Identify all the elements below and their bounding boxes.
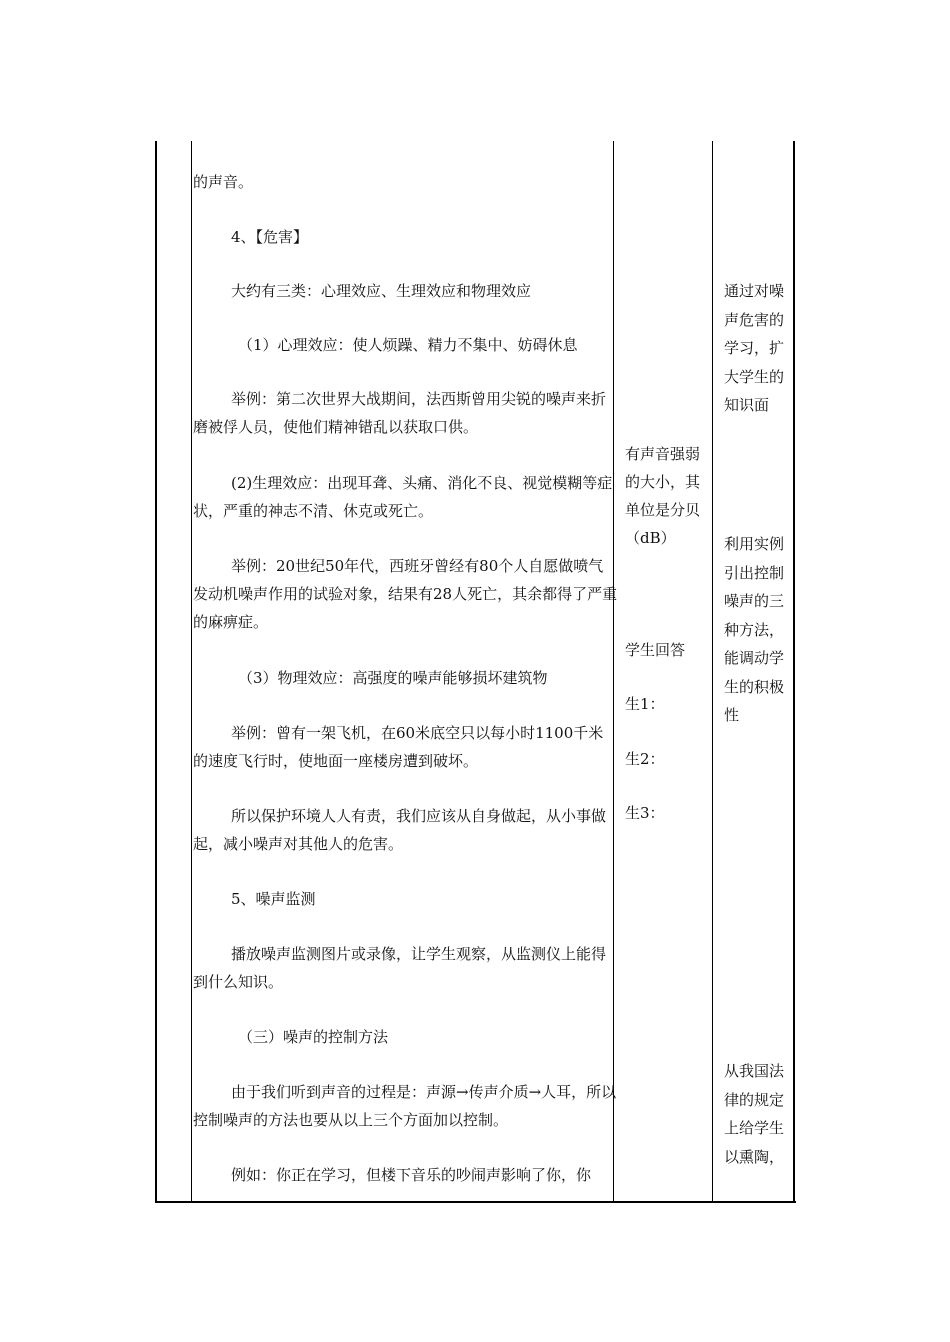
paragraph: 例如：你正在学习，但楼下音乐的吵闹声影响了你，你 xyxy=(231,1166,592,1184)
paragraph: 由于我们听到声音的过程是：声源→传声介质→人耳，所以控制噪声的方法也要从以上三个方面加以控制。 xyxy=(193,1083,617,1129)
section-heading-harm: 4、【危害】 xyxy=(231,228,309,246)
table-divider-1 xyxy=(191,141,192,1203)
student-activity-text: 学生回答 xyxy=(625,641,686,659)
section-heading-control: （三）噪声的控制方法 xyxy=(238,1028,389,1046)
paragraph: 举例：20世纪50年代，西班牙曾经有80个人自愿做喷气发动机噪声作用的试验对象，结果有28人死亡，其余都得了严重的麻痹症。 xyxy=(193,557,618,631)
paragraph: 所以保护环境人人有责，我们应该从自身做起，从小事做起，减小噪声对其他人的危害。 xyxy=(193,807,607,853)
design-note: 通过对噪声危害的学习，扩大学生的知识面 xyxy=(724,282,785,414)
text-line: （3）物理效应：高强度的噪声能够损坏建筑物 xyxy=(238,669,548,687)
table-divider-2 xyxy=(613,141,614,1203)
paragraph: (2)生理效应：出现耳聋、头痛、消化不良、视觉模糊等症状，严重的神志不清、休克或死亡。 xyxy=(193,474,613,520)
paragraph: 举例：曾有一架飞机，在60米底空只以每小时1100千米的速度飞行时，使地面一座楼房遭到破坏。 xyxy=(193,724,604,770)
paragraph: 播放噪声监测图片或录像，让学生观察，从监测仪上能得到什么知识。 xyxy=(193,945,607,991)
table-divider-3 xyxy=(712,141,713,1203)
table-border-right xyxy=(793,141,795,1203)
text-line: （1）心理效应：使人烦躁、精力不集中、妨碍休息 xyxy=(238,336,578,354)
student-answer-label: 生3： xyxy=(625,804,665,822)
student-activity-text: 有声音强弱的大小，其单位是分贝（dB） xyxy=(625,445,701,547)
table-border-left xyxy=(155,141,157,1203)
text-line: 大约有三类：心理效应、生理效应和物理效应 xyxy=(231,282,532,300)
design-note: 从我国法律的规定上给学生以熏陶， xyxy=(724,1062,785,1166)
paragraph: 举例：第二次世界大战期间，法西斯曾用尖锐的噪声来折磨被俘人员，使他们精神错乱以获取口供。 xyxy=(193,390,607,436)
table-border-bottom xyxy=(155,1201,796,1203)
design-note: 利用实例引出控制噪声的三种方法，能调动学生的积极性 xyxy=(724,535,785,724)
section-heading-monitoring: 5、噪声监测 xyxy=(231,890,316,908)
text-line: 的声音。 xyxy=(193,173,254,191)
student-answer-label: 生2： xyxy=(625,750,665,768)
student-answer-label: 生1： xyxy=(625,695,665,713)
